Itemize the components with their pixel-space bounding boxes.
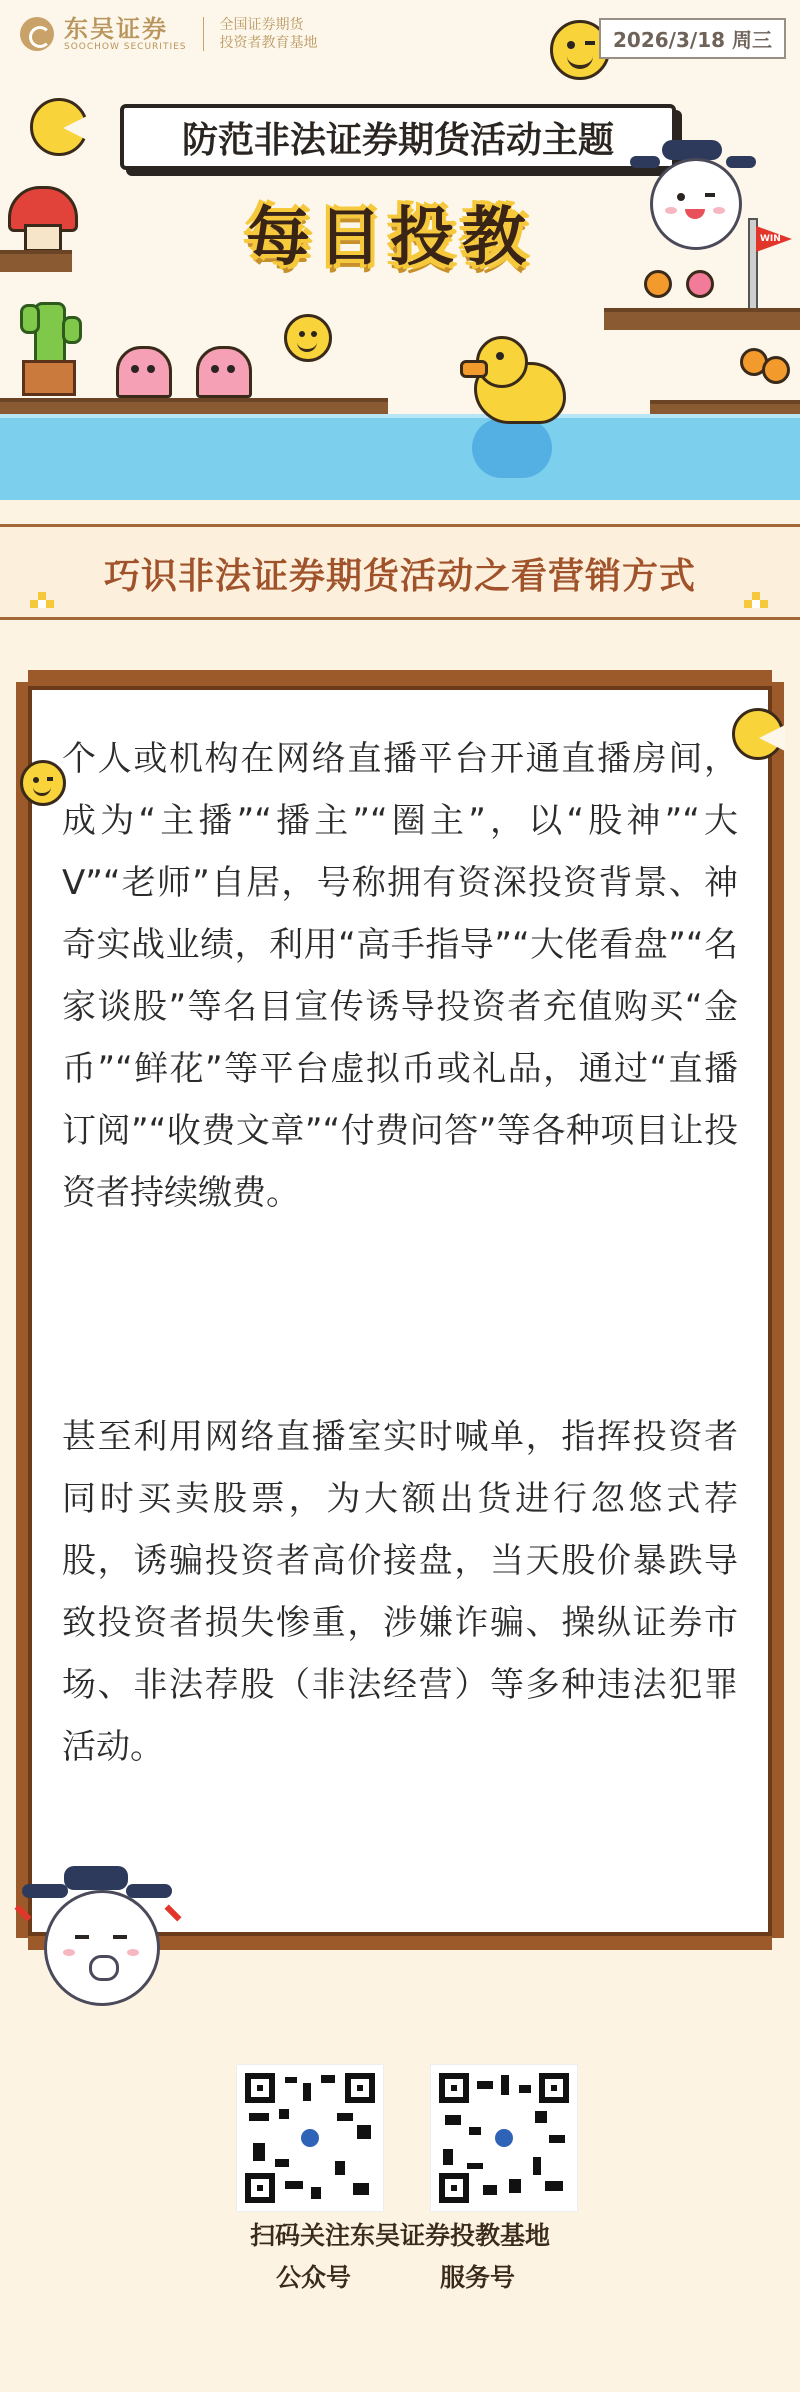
pacman-icon [30, 98, 88, 156]
daily-title: 每日投教 [246, 201, 534, 275]
flower-icon [686, 270, 714, 298]
footer-scan-text: 扫码关注东吴证券投教基地 [249, 2221, 550, 2250]
platform-left-top [0, 250, 72, 272]
smiley-icon [284, 314, 332, 362]
base-name-line1: 全国证券期货 [219, 17, 304, 33]
brand-name-en: SOOCHOW SECURITIES [64, 42, 187, 52]
mascot-icon [636, 138, 756, 258]
qr-code-icon[interactable] [236, 2064, 384, 2212]
qr-code-icon[interactable] [430, 2064, 578, 2212]
qr-label-official-account: 公众号 [276, 2263, 352, 2292]
company-logo-icon [20, 17, 54, 51]
platform-right-top [604, 308, 800, 330]
section-title: 巧识非法证券期货活动之看营销方式 [103, 556, 696, 597]
content-paragraph-1: 个人或机构在网络直播平台开通直播房间，成为“主播”“播主”“圈主”，以“股神”“大V”“老师”自居，号称拥有资深投资背景、神奇实战业绩，利用“高手指导”“大佬看盘”“名家谈股”等名目宣传诱导投资者充值购买“金币”“鲜花”等平台虚拟币或礼品，通过“直播订阅”“收费文章”“付费问答”等各种项目让投资者持续缴费。 [62, 739, 738, 1213]
content-paragraph-2: 甚至利用网络直播室实时喊单，指挥投资者同时买卖股票，为大额出货进行忽悠式荐股，诱骗投资者高价接盘，当天股价暴跌导致投资者损失惨重，涉嫌诈骗、操纵证券市场、非法荐股（非法经营）等多种违法犯罪活动。 [62, 1417, 738, 1767]
flag-text: WIN [760, 234, 781, 244]
pixel-sparkle-icon [30, 592, 54, 616]
flower-icon [762, 356, 790, 384]
smiley-icon [20, 760, 66, 806]
hero-banner [0, 0, 800, 500]
pixel-sparkle-icon [744, 592, 768, 616]
pacman-icon [732, 708, 784, 760]
base-name-line2: 投资者教育基地 [219, 35, 318, 51]
flower-icon [644, 270, 672, 298]
qr-label-service-account: 服务号 [440, 2263, 516, 2292]
brand-logo [20, 16, 318, 52]
date-label: 2026/3/18 周三 [599, 18, 786, 59]
brand-name: 东吴证券 [64, 15, 168, 43]
logo-divider [203, 17, 204, 51]
mascot-icon [14, 1866, 184, 2016]
ghost-icon [196, 346, 252, 398]
ghost-icon [116, 346, 172, 398]
theme-title: 防范非法证券期货活动主题 [120, 104, 676, 170]
water [0, 418, 800, 500]
